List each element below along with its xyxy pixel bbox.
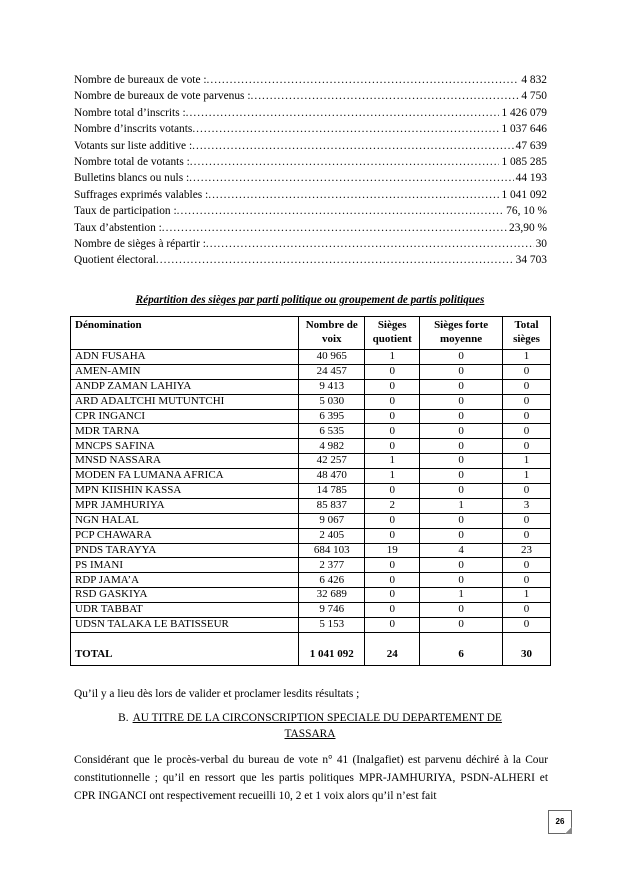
quotient-seats-cell: 0 xyxy=(365,513,420,528)
validation-paragraph: Qu’il y a lieu dès lors de valider et proclamer lesdits résultats ; xyxy=(74,688,360,700)
stat-row xyxy=(74,121,547,137)
dot-leader xyxy=(251,88,520,104)
stat-row xyxy=(74,187,547,203)
total-average-seats-cell: 6 xyxy=(420,646,503,665)
vote-count-cell: 40 965 xyxy=(299,350,365,365)
stat-label: Taux d’abstention : xyxy=(74,221,162,234)
party-name-cell: MODEN FA LUMANA AFRICA xyxy=(71,469,299,484)
dot-leader xyxy=(208,187,499,203)
vote-count-cell: 2 377 xyxy=(299,558,365,573)
vote-count-cell: 2 405 xyxy=(299,528,365,543)
stat-row xyxy=(74,170,547,186)
table-header-row xyxy=(71,317,551,350)
table-row xyxy=(71,364,551,379)
quotient-seats-cell: 0 xyxy=(365,394,420,409)
average-seats-cell: 0 xyxy=(420,558,503,573)
vote-count-cell: 48 470 xyxy=(299,469,365,484)
stat-row xyxy=(74,72,547,88)
stat-value: 1 085 285 xyxy=(501,155,547,168)
stat-value: 34 703 xyxy=(515,254,547,267)
average-seats-cell: 0 xyxy=(420,364,503,379)
total-seats-cell: 0 xyxy=(503,528,551,543)
quotient-seats-cell: 1 xyxy=(365,469,420,484)
average-seats-cell: 0 xyxy=(420,409,503,424)
party-name-cell: MDR TARNA xyxy=(71,424,299,439)
seat-distribution-table xyxy=(70,316,551,666)
dot-leader xyxy=(190,154,500,170)
quotient-seats-cell: 0 xyxy=(365,558,420,573)
section-title-line2: TASSARA xyxy=(284,728,336,740)
total-seats-cell: 1 xyxy=(503,588,551,603)
total-seats-cell: 23 xyxy=(503,543,551,558)
stat-label: Nombre d’inscrits votants xyxy=(74,123,193,136)
quotient-seats-cell: 2 xyxy=(365,498,420,513)
stat-value: 23,90 % xyxy=(509,221,547,234)
table-row xyxy=(71,573,551,588)
quotient-seats-cell: 0 xyxy=(365,528,420,543)
quotient-seats-cell: 0 xyxy=(365,588,420,603)
party-name-cell: ADN FUSAHA xyxy=(71,350,299,365)
table-row xyxy=(71,424,551,439)
stat-label: Quotient électoral xyxy=(74,254,156,267)
stat-label: Nombre total d’inscrits : xyxy=(74,106,186,119)
stat-row xyxy=(74,220,547,236)
average-seats-cell: 0 xyxy=(420,379,503,394)
spacer-cell xyxy=(299,632,365,646)
average-seats-cell: 0 xyxy=(420,439,503,454)
total-seats-cell: 1 xyxy=(503,454,551,469)
party-name-cell: ANDP ZAMAN LAHIYA xyxy=(71,379,299,394)
stat-row xyxy=(74,154,547,170)
spacer-cell xyxy=(71,632,299,646)
table-row xyxy=(71,409,551,424)
average-seats-cell: 4 xyxy=(420,543,503,558)
vote-count-cell: 14 785 xyxy=(299,484,365,499)
stat-label: Votants sur liste additive : xyxy=(74,139,193,152)
stat-value: 76, 10 % xyxy=(506,205,547,218)
header-total-seats: Total sièges xyxy=(503,317,551,350)
average-seats-cell: 0 xyxy=(420,394,503,409)
average-seats-cell: 0 xyxy=(420,469,503,484)
average-seats-cell: 0 xyxy=(420,603,503,618)
section-letter: B. xyxy=(118,712,129,724)
dot-leader xyxy=(207,72,520,88)
vote-count-cell: 684 103 xyxy=(299,543,365,558)
spacer-cell xyxy=(503,632,551,646)
vote-count-cell: 6 426 xyxy=(299,573,365,588)
total-seats-cell: 0 xyxy=(503,394,551,409)
vote-count-cell: 9 746 xyxy=(299,603,365,618)
quotient-seats-cell: 1 xyxy=(365,350,420,365)
quotient-seats-cell: 0 xyxy=(365,573,420,588)
table-row xyxy=(71,394,551,409)
dot-leader xyxy=(156,252,514,268)
total-seats-cell: 0 xyxy=(503,513,551,528)
stat-value: 1 041 092 xyxy=(501,188,547,201)
total-seats-cell: 0 xyxy=(503,484,551,499)
table-row xyxy=(71,484,551,499)
party-name-cell: RDP JAMA’A xyxy=(71,573,299,588)
party-name-cell: ARD ADALTCHI MUTUNTCHI xyxy=(71,394,299,409)
stat-value: 47 639 xyxy=(515,139,547,152)
stat-label: Nombre total de votants : xyxy=(74,155,190,168)
table-row xyxy=(71,528,551,543)
party-name-cell: MNSD NASSARA xyxy=(71,454,299,469)
stat-row xyxy=(74,88,547,104)
total-seats-cell: 0 xyxy=(503,364,551,379)
vote-count-cell: 42 257 xyxy=(299,454,365,469)
stat-label: Nombre de sièges à répartir : xyxy=(74,237,206,250)
header-votes: Nombre de voix xyxy=(299,317,365,350)
quotient-seats-cell: 1 xyxy=(365,454,420,469)
total-seats-cell: 0 xyxy=(503,424,551,439)
total-seats-cell: 0 xyxy=(503,603,551,618)
party-name-cell: PS IMANI xyxy=(71,558,299,573)
total-seats-cell: 0 xyxy=(503,558,551,573)
dot-leader xyxy=(162,220,507,236)
quotient-seats-cell: 0 xyxy=(365,409,420,424)
total-seats-cell: 1 xyxy=(503,350,551,365)
stat-row xyxy=(74,138,547,154)
dot-leader xyxy=(177,203,505,219)
total-seats-cell: 1 xyxy=(503,469,551,484)
vote-count-cell: 5 153 xyxy=(299,618,365,633)
quotient-seats-cell: 0 xyxy=(365,424,420,439)
total-total-seats-cell: 30 xyxy=(503,646,551,665)
party-name-cell: PNDS TARAYYA xyxy=(71,543,299,558)
table-row xyxy=(71,543,551,558)
header-quotient-seats: Sièges quotient xyxy=(365,317,420,350)
table-row xyxy=(71,603,551,618)
total-seats-cell: 3 xyxy=(503,498,551,513)
stat-label: Nombre de bureaux de vote : xyxy=(74,74,207,86)
quotient-seats-cell: 0 xyxy=(365,618,420,633)
party-name-cell: AMEN-AMIN xyxy=(71,364,299,379)
table-row xyxy=(71,439,551,454)
party-name-cell: CPR INGANCI xyxy=(71,409,299,424)
dot-leader xyxy=(186,105,500,121)
vote-count-cell: 5 030 xyxy=(299,394,365,409)
stat-value: 4 832 xyxy=(521,74,547,86)
vote-count-cell: 24 457 xyxy=(299,364,365,379)
stat-row xyxy=(74,105,547,121)
dot-leader xyxy=(189,170,514,186)
party-name-cell: UDR TABBAT xyxy=(71,603,299,618)
dot-leader xyxy=(192,138,514,154)
quotient-seats-cell: 0 xyxy=(365,364,420,379)
table-row xyxy=(71,469,551,484)
total-vote-count-cell: 1 041 092 xyxy=(299,646,365,665)
table-row xyxy=(71,379,551,394)
party-name-cell: NGN HALAL xyxy=(71,513,299,528)
vote-count-cell: 9 413 xyxy=(299,379,365,394)
vote-count-cell: 6 535 xyxy=(299,424,365,439)
quotient-seats-cell: 19 xyxy=(365,543,420,558)
stat-row xyxy=(74,236,547,252)
vote-count-cell: 9 067 xyxy=(299,513,365,528)
spacer-cell xyxy=(365,632,420,646)
section-title-line1: AU TITRE DE LA CIRCONSCRIPTION SPECIALE DU DEPARTEMENT DE xyxy=(132,712,502,724)
party-name-cell: MPN KIISHIN KASSA xyxy=(71,484,299,499)
average-seats-cell: 0 xyxy=(420,573,503,588)
vote-count-cell: 32 689 xyxy=(299,588,365,603)
stat-value: 1 037 646 xyxy=(501,123,547,136)
quotient-seats-cell: 0 xyxy=(365,484,420,499)
average-seats-cell: 0 xyxy=(420,618,503,633)
total-seats-cell: 0 xyxy=(503,439,551,454)
table-row xyxy=(71,454,551,469)
stat-value: 30 xyxy=(535,237,547,250)
dot-leader xyxy=(206,236,534,252)
stat-label: Suffrages exprimés valables : xyxy=(74,188,209,201)
stat-value: 4 750 xyxy=(521,90,547,103)
total-seats-cell: 0 xyxy=(503,618,551,633)
vote-count-cell: 6 395 xyxy=(299,409,365,424)
spacer-cell xyxy=(420,632,503,646)
page-number: 26 xyxy=(548,810,572,834)
party-name-cell: MNCPS SAFINA xyxy=(71,439,299,454)
considerant-paragraph: Considérant que le procès-verbal du bureau de vote n° 41 (Inalgafiet) est parvenu déchiré à la Cour constitutionnelle ; qu’il en ressort que les partis politiques MPR-JAMHURIYA, PSDN-ALHERI et CPR INGANCI ont respectivement recueilli 10, 2 et 1 voix alors qu’il n’est fait xyxy=(74,754,548,802)
average-seats-cell: 1 xyxy=(420,588,503,603)
stat-label: Taux de participation : xyxy=(74,205,177,218)
table-row xyxy=(71,588,551,603)
table-row xyxy=(71,350,551,365)
total-party-name-cell: TOTAL xyxy=(71,646,299,665)
dot-leader xyxy=(192,121,499,137)
stat-value: 44 193 xyxy=(515,172,547,185)
average-seats-cell: 0 xyxy=(420,513,503,528)
quotient-seats-cell: 0 xyxy=(365,379,420,394)
average-seats-cell: 1 xyxy=(420,498,503,513)
average-seats-cell: 0 xyxy=(420,350,503,365)
table-row xyxy=(71,618,551,633)
quotient-seats-cell: 0 xyxy=(365,603,420,618)
average-seats-cell: 0 xyxy=(420,528,503,543)
stat-row xyxy=(74,252,547,268)
stat-row xyxy=(74,203,547,219)
average-seats-cell: 0 xyxy=(420,424,503,439)
header-average-seats: Sièges forte moyenne xyxy=(420,317,503,350)
election-statistics xyxy=(74,72,547,269)
total-seats-cell: 0 xyxy=(503,379,551,394)
spacer-row xyxy=(71,632,551,646)
stat-value: 1 426 079 xyxy=(501,106,547,119)
table-row xyxy=(71,558,551,573)
party-name-cell: MPR JAMHURIYA xyxy=(71,498,299,513)
stat-label: Bulletins blancs ou nuls : xyxy=(74,172,190,185)
total-seats-cell: 0 xyxy=(503,573,551,588)
table-row xyxy=(71,498,551,513)
party-name-cell: RSD GASKIYA xyxy=(71,588,299,603)
total-quotient-seats-cell: 24 xyxy=(365,646,420,665)
quotient-seats-cell: 0 xyxy=(365,439,420,454)
total-row xyxy=(71,646,551,665)
vote-count-cell: 4 982 xyxy=(299,439,365,454)
table-title: Répartition des sièges par parti politique ou groupement de partis politiques xyxy=(135,294,485,306)
header-denomination: Dénomination xyxy=(71,317,299,350)
total-seats-cell: 0 xyxy=(503,409,551,424)
average-seats-cell: 0 xyxy=(420,484,503,499)
party-name-cell: PCP CHAWARA xyxy=(71,528,299,543)
section-b-heading xyxy=(0,710,620,742)
stat-label: Nombre de bureaux de vote parvenus : xyxy=(74,90,251,103)
party-name-cell: UDSN TALAKA LE BATISSEUR xyxy=(71,618,299,633)
table-row xyxy=(71,513,551,528)
average-seats-cell: 0 xyxy=(420,454,503,469)
vote-count-cell: 85 837 xyxy=(299,498,365,513)
